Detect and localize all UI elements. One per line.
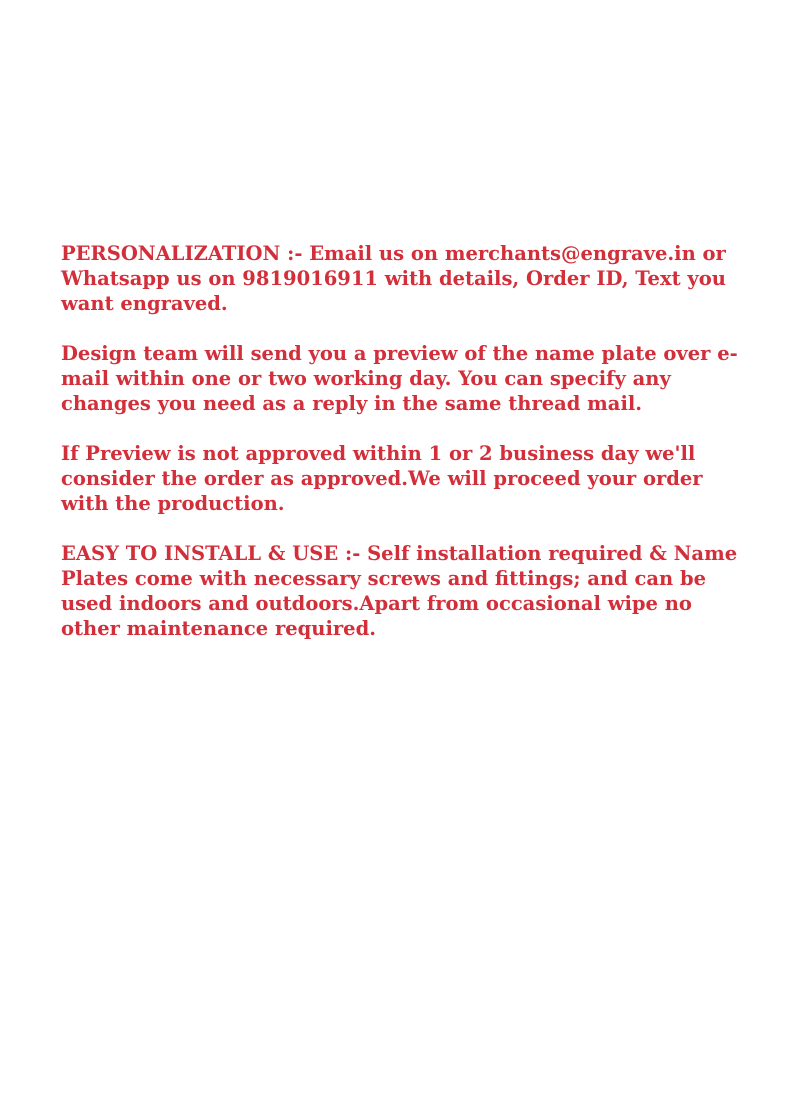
design-preview-paragraph	[61, 341, 761, 416]
paragraph-line: with the production.	[61, 492, 285, 515]
paragraph-line: If Preview is not approved within 1 or 2 business day we'll	[61, 442, 696, 465]
paragraph-line: want engraved.	[61, 292, 228, 315]
paragraph-line: Plates come with necessary screws and fittings; and can be	[61, 567, 707, 590]
paragraph-line: PERSONALIZATION :- Email us on merchants@engrave.in or	[61, 242, 726, 265]
paragraph-line: Whatsapp us on 9819016911 with details, Order ID, Text you	[61, 267, 726, 290]
document-body	[61, 241, 761, 666]
paragraph-line: consider the order as approved.We will proceed your order	[61, 467, 703, 490]
paragraph-line: used indoors and outdoors.Apart from occasional wipe no	[61, 592, 692, 615]
installation-paragraph	[61, 541, 761, 641]
paragraph-line: Design team will send you a preview of the name plate over e-	[61, 342, 738, 365]
personalization-paragraph	[61, 241, 761, 316]
approval-paragraph	[61, 441, 761, 516]
paragraph-line: EASY TO INSTALL & USE :- Self installation required & Name	[61, 542, 738, 565]
paragraph-line: changes you need as a reply in the same thread mail.	[61, 392, 643, 415]
paragraph-line: other maintenance required.	[61, 617, 376, 640]
paragraph-line: mail within one or two working day. You can specify any	[61, 367, 671, 390]
